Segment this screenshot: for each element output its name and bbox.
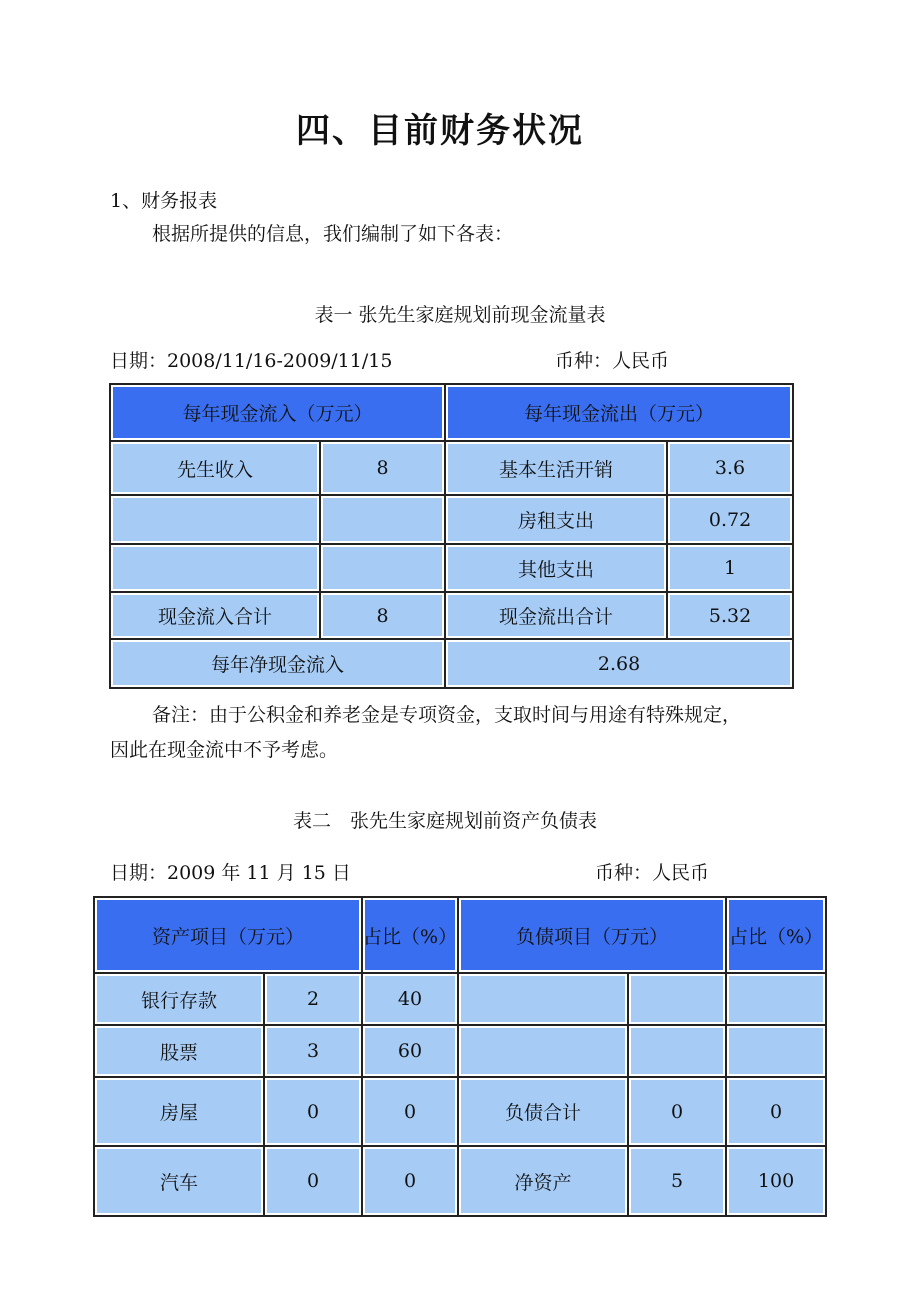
cash-flow-table bbox=[109, 383, 794, 689]
cell-liability-total-value: 0 bbox=[628, 1077, 726, 1146]
cell-asset: 银行存款 bbox=[94, 973, 264, 1025]
cell-out-value: 0.72 bbox=[667, 495, 793, 544]
note-text-continued: 因此在现金流中不予考虑。 bbox=[110, 739, 339, 761]
cell-in-value: 8 bbox=[320, 441, 445, 495]
section-heading: 1、财务报表 bbox=[110, 190, 218, 212]
cell-asset-value: 0 bbox=[264, 1077, 362, 1146]
cell-out-value: 1 bbox=[667, 544, 793, 592]
cell-liability bbox=[458, 973, 628, 1025]
cell-in-total-label: 现金流入合计 bbox=[110, 592, 320, 639]
cell-in-value bbox=[320, 495, 445, 544]
page-title: 四、目前财务状况 bbox=[296, 111, 584, 151]
cell-asset-value: 2 bbox=[264, 973, 362, 1025]
cell-asset-pct: 40 bbox=[362, 973, 458, 1025]
cell-liability-total-label: 负债合计 bbox=[458, 1077, 628, 1146]
intro-text: 根据所提供的信息，我们编制了如下各表： bbox=[152, 223, 514, 245]
cell-net-assets-value: 5 bbox=[628, 1146, 726, 1216]
cell-liability-value bbox=[628, 1025, 726, 1077]
balance-sheet-table bbox=[93, 896, 827, 1217]
cell-liability-pct bbox=[726, 1025, 826, 1077]
cell-asset-value: 0 bbox=[264, 1146, 362, 1216]
header-asset-pct: 占比（%） bbox=[362, 897, 458, 973]
cell-in-item: 先生收入 bbox=[110, 441, 320, 495]
cell-liability-pct bbox=[726, 973, 826, 1025]
cell-asset: 房屋 bbox=[94, 1077, 264, 1146]
header-cash-in: 每年现金流入（万元） bbox=[110, 384, 445, 441]
cell-in-item bbox=[110, 544, 320, 592]
cell-net-label: 每年净现金流入 bbox=[110, 639, 445, 688]
table1-currency: 币种：人民币 bbox=[555, 350, 670, 372]
table2-currency: 币种：人民币 bbox=[595, 862, 710, 884]
table1-caption: 表一 张先生家庭规划前现金流量表 bbox=[314, 304, 606, 326]
table1-date: 日期：2008/11/16-2009/11/15 bbox=[110, 350, 393, 372]
cell-out-total-value: 5.32 bbox=[667, 592, 793, 639]
header-assets: 资产项目（万元） bbox=[94, 897, 362, 973]
cell-net-assets-label: 净资产 bbox=[458, 1146, 628, 1216]
header-liabilities: 负债项目（万元） bbox=[458, 897, 726, 973]
cell-net-assets-pct: 100 bbox=[726, 1146, 826, 1216]
cell-asset-value: 3 bbox=[264, 1025, 362, 1077]
note-text: 备注：由于公积金和养老金是专项资金，支取时间与用途有特殊规定， bbox=[152, 704, 742, 726]
cell-net-value: 2.68 bbox=[445, 639, 793, 688]
cell-liability-value bbox=[628, 973, 726, 1025]
table2-caption: 表二 张先生家庭规划前资产负债表 bbox=[292, 810, 597, 832]
cell-out-total-label: 现金流出合计 bbox=[445, 592, 667, 639]
cell-asset: 汽车 bbox=[94, 1146, 264, 1216]
header-liability-pct: 占比（%） bbox=[726, 897, 826, 973]
cell-out-value: 3.6 bbox=[667, 441, 793, 495]
cell-asset-pct: 60 bbox=[362, 1025, 458, 1077]
cell-in-total-value: 8 bbox=[320, 592, 445, 639]
cell-out-item: 其他支出 bbox=[445, 544, 667, 592]
cell-asset: 股票 bbox=[94, 1025, 264, 1077]
table2-date: 日期：2009 年 11 月 15 日 bbox=[110, 862, 351, 884]
cell-asset-pct: 0 bbox=[362, 1077, 458, 1146]
cell-in-item bbox=[110, 495, 320, 544]
cell-in-value bbox=[320, 544, 445, 592]
header-cash-out: 每年现金流出（万元） bbox=[445, 384, 793, 441]
cell-liability bbox=[458, 1025, 628, 1077]
cell-out-item: 基本生活开销 bbox=[445, 441, 667, 495]
cell-out-item: 房租支出 bbox=[445, 495, 667, 544]
cell-liability-total-pct: 0 bbox=[726, 1077, 826, 1146]
cell-asset-pct: 0 bbox=[362, 1146, 458, 1216]
